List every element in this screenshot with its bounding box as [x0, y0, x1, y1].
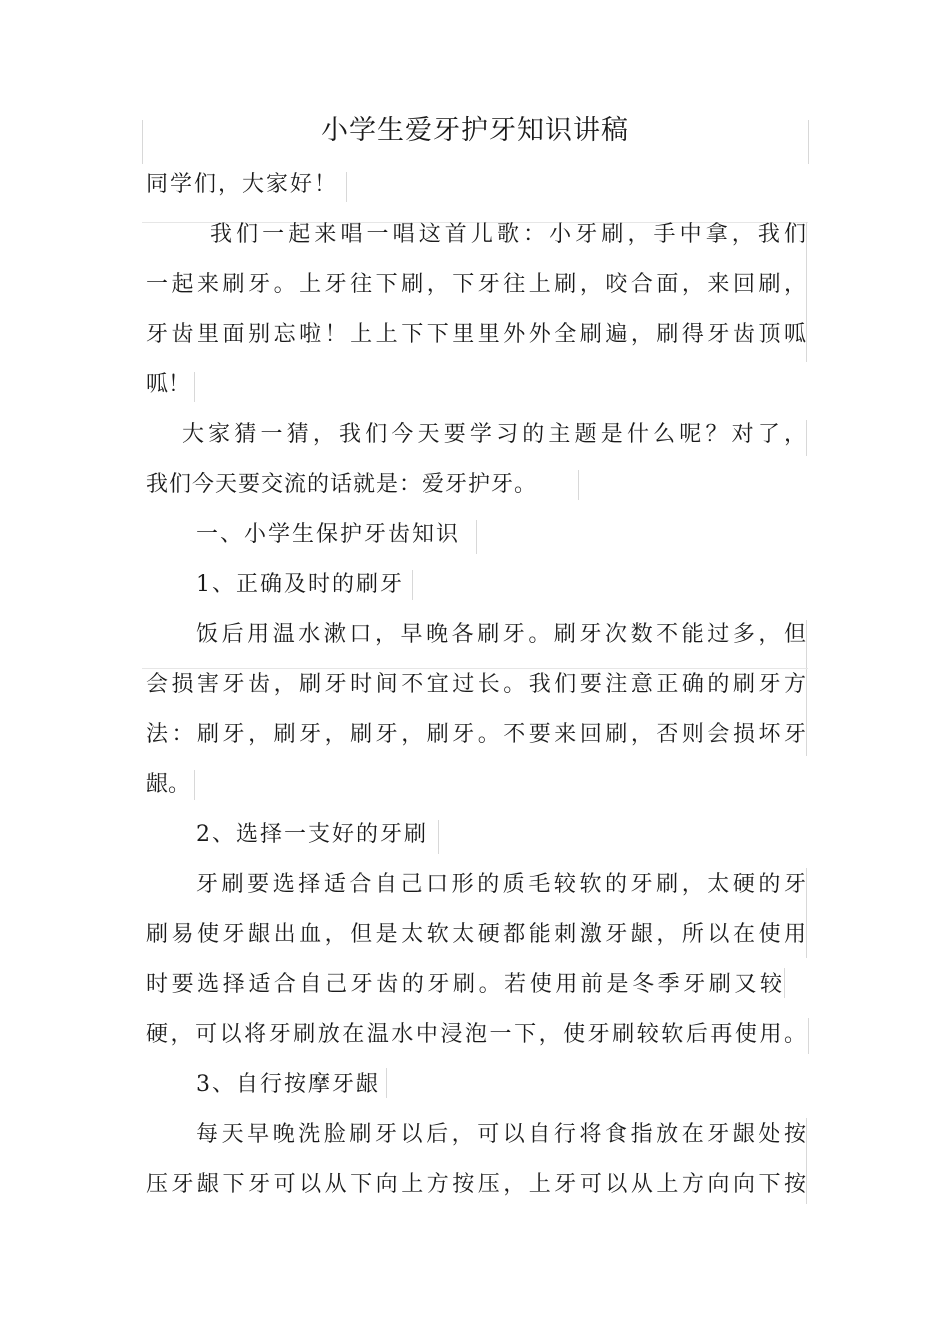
- border-line: [194, 770, 195, 800]
- border-line: [806, 620, 807, 756]
- border-line: [806, 420, 807, 456]
- border-line: [438, 820, 439, 854]
- border-line: [808, 1018, 809, 1054]
- border-line: [784, 968, 785, 998]
- paragraph-line: 牙刷要选择适合自己口形的质毛较软的牙刷，太硬的牙: [196, 872, 806, 897]
- subsection-heading: 3、自行按摩牙龈: [196, 1072, 380, 1097]
- subsection-heading: 1、正确及时的刷牙: [196, 572, 404, 597]
- border-line: [578, 470, 579, 500]
- paragraph-line: 会损害牙齿，刷牙时间不宜过长。我们要注意正确的刷牙方: [146, 672, 806, 697]
- border-line: [412, 570, 413, 600]
- paragraph-line: 大家猜一猜，我们今天要学习的主题是什么呢？对了，: [182, 422, 806, 447]
- paragraph-line: 饭后用温水漱口，早晚各刷牙。刷牙次数不能过多，但: [196, 622, 806, 647]
- border-line: [806, 222, 807, 362]
- subsection-heading: 2、选择一支好的牙刷: [196, 822, 428, 847]
- paragraph-line: 硬，可以将牙刷放在温水中浸泡一下，使牙刷较软后再使用。: [146, 1022, 806, 1047]
- border-line: [476, 520, 477, 554]
- greeting-line: 同学们，大家好！: [146, 172, 339, 197]
- paragraph-line: 时要选择适合自己牙齿的牙刷。若使用前是冬季牙刷又较: [146, 972, 782, 997]
- border-line: [194, 372, 195, 402]
- border-line: [142, 668, 808, 669]
- border-line: [806, 1118, 807, 1204]
- paragraph-line: 我们一起来唱一唱这首儿歌：小牙刷，手中拿，我们: [210, 222, 806, 247]
- paragraph-line: 每天早晚洗脸刷牙以后，可以自行将食指放在牙龈处按: [196, 1122, 806, 1147]
- border-line: [386, 1068, 387, 1098]
- paragraph-line: 一起来刷牙。上牙往下刷，下牙往上刷，咬合面，来回刷，: [146, 272, 806, 297]
- document-title: 小学生爱牙护牙知识讲稿: [321, 115, 629, 146]
- paragraph-line: 刷易使牙龈出血，但是太软太硬都能刺激牙龈，所以在使用: [146, 922, 806, 947]
- paragraph-line: 呱！: [146, 372, 191, 397]
- paragraph-line: 压牙龈下牙可以从下向上方按压，上牙可以从上方向向下按: [146, 1172, 806, 1197]
- paragraph-line: 我们今天要交流的话就是：爱牙护牙。: [146, 472, 538, 497]
- border-line: [346, 172, 347, 202]
- paragraph-line: 龈。: [146, 772, 191, 797]
- section-heading: 一、小学生保护牙齿知识: [196, 522, 461, 547]
- paragraph-line: 法：刷牙，刷牙，刷牙，刷牙。不要来回刷，否则会损坏牙: [146, 722, 806, 747]
- paragraph-line: 牙齿里面别忘啦！上上下下里里外外全刷遍，刷得牙齿顶呱: [146, 322, 806, 347]
- border-line: [806, 868, 807, 958]
